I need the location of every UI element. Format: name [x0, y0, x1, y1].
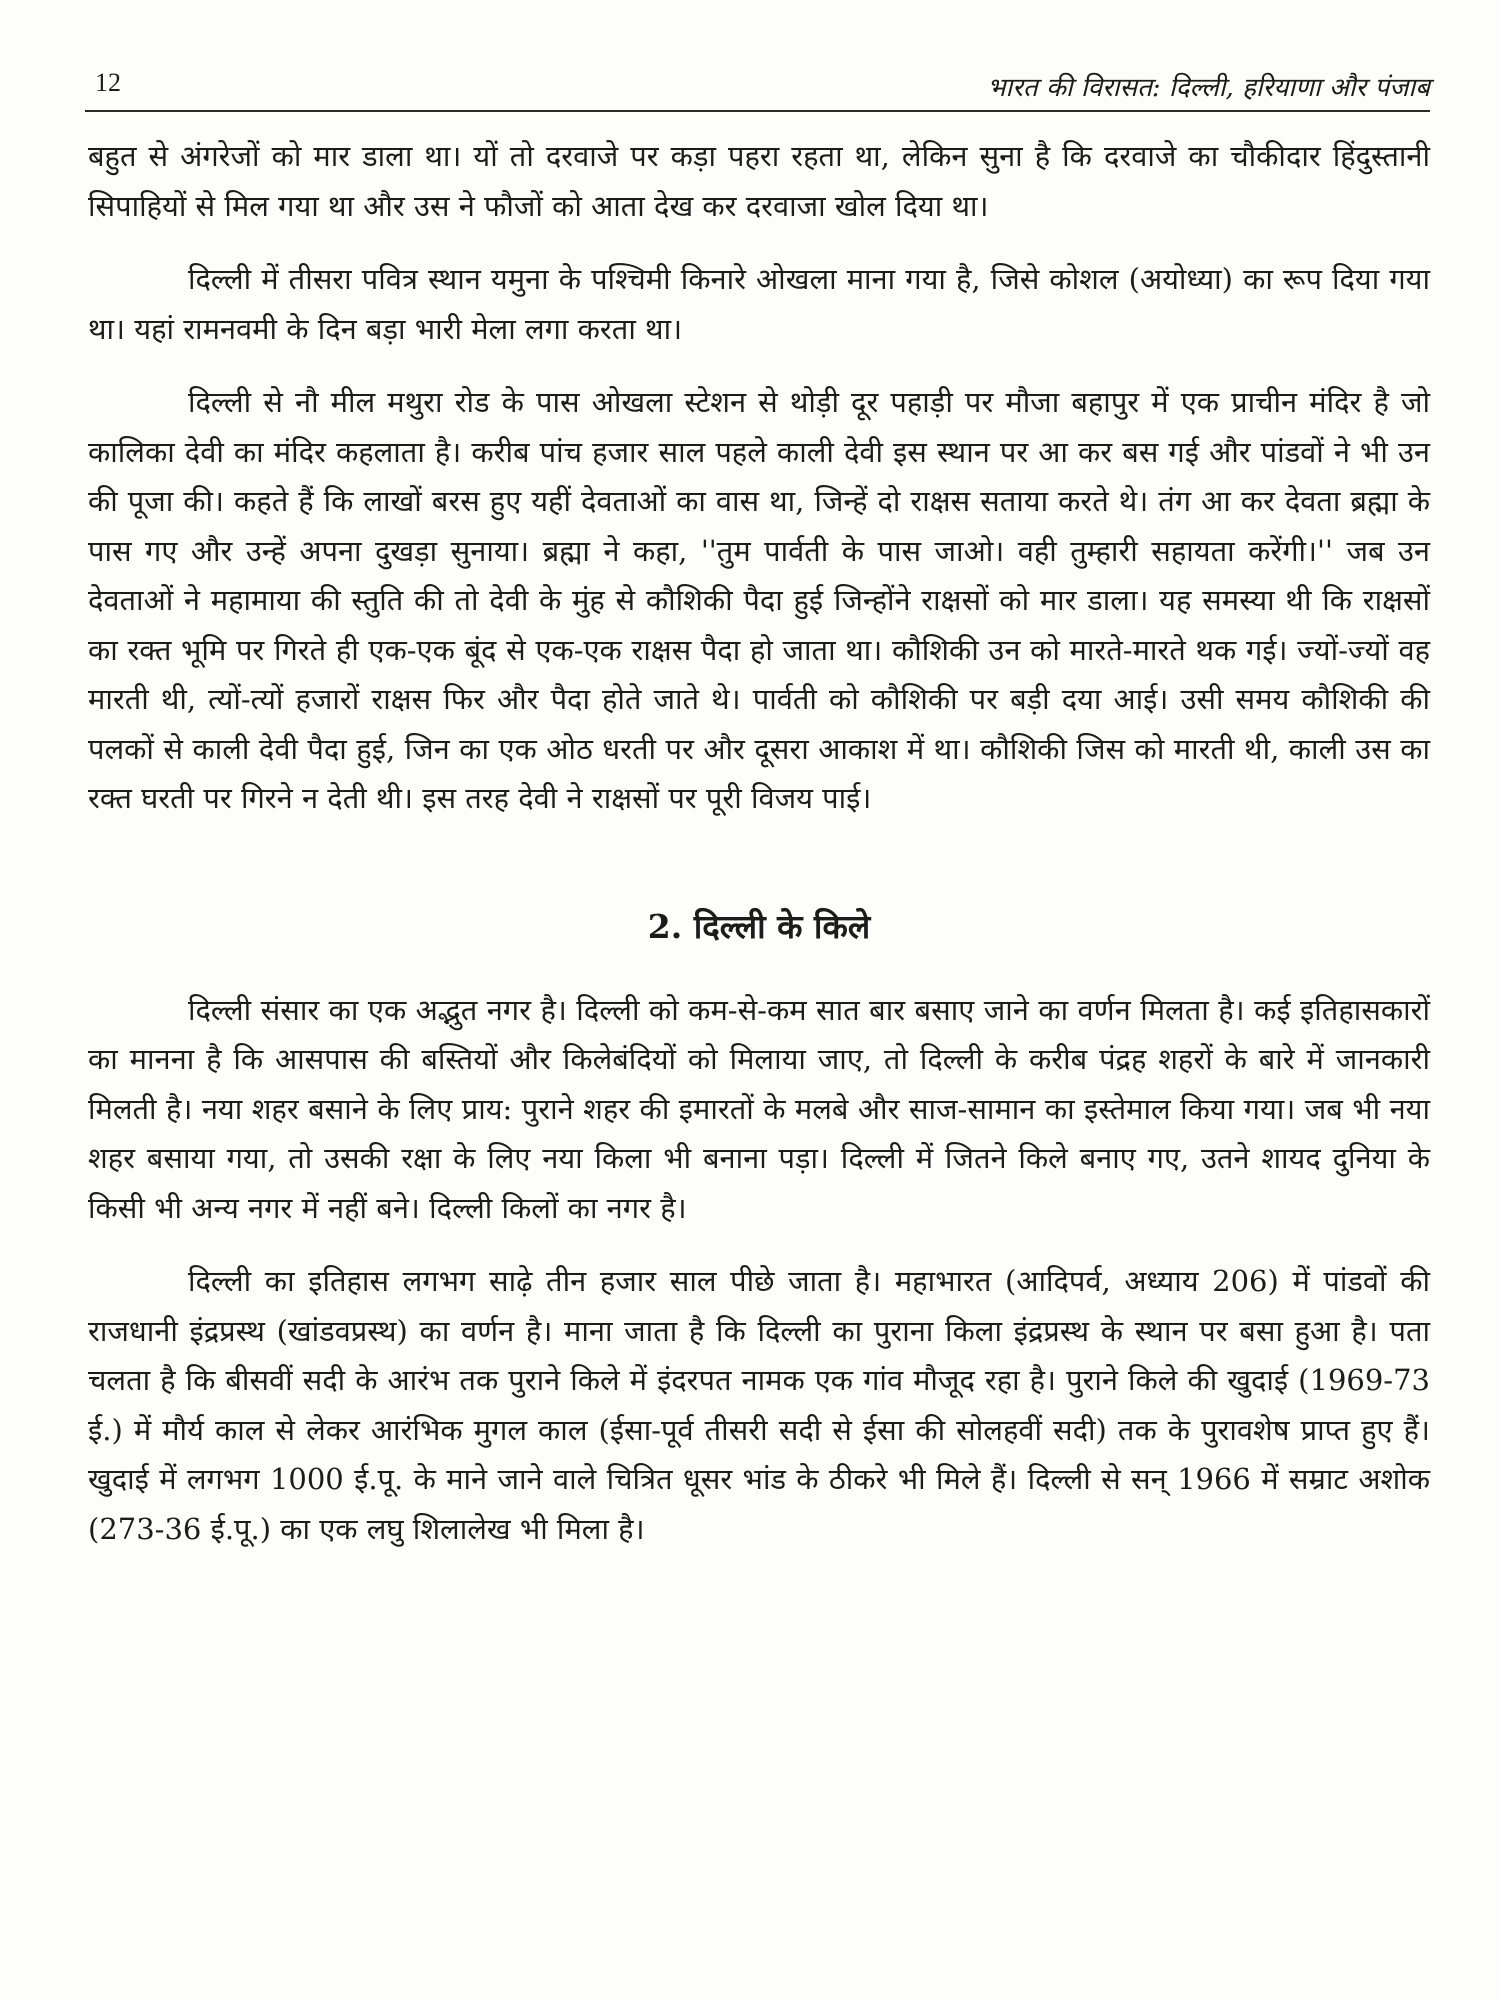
running-title: भारत की विरासत: दिल्ली, हरियाणा और पंजाब [987, 73, 1430, 103]
paragraph-continued: बहुत से अंगरेजों को मार डाला था। यों तो दरवाजे पर कड़ा पहरा रहता था, लेकिन सुना है कि दरवाजे का चौकीदार हिंदुस्तानी सिपाहियों से मिल गया था और उस ने फौजों को आता देख कर दरवाजा खोल दिया था। [88, 139, 1430, 223]
paragraph-kalika-temple: दिल्ली से नौ मील मथुरा रोड के पास ओखला स्टेशन से थोड़ी दूर पहाड़ी पर मौजा बहापुर में एक प्राचीन मंदिर है जो कालिका देवी का मंदिर कहलाता है। करीब पांच हजार साल पहले काली देवी इस स्थान पर आ कर बस गई और पांडवों ने भी उन की पूजा की। कहते हैं कि लाखों बरस हुए यहीं देवताओं का वास था, जिन्हें दो राक्षस सताया करते थे। तंग आ कर देवता ब्रह्मा के पास गए और उन्हें अपना दुखड़ा सुनाया। ब्रह्मा ने कहा, ''तुम पार्वती के पास जाओ। वही तुम्हारी सहायता करेंगी।'' जब उन देवताओं ने महामाया की स्तुति की तो देवी के मुंह से कौशिकी पैदा हुई जिन्होंने राक्षसों को मार डाला। यह समस्या थी कि राक्षसों का रक्त भूमि पर गिरते ही एक-एक बूंद से एक-एक राक्षस पैदा हो जाता था। कौशिकी उन को मारते-मारते थक गई। ज्यों-ज्यों वह मारती थी, त्यों-त्यों हजारों राक्षस फिर और पैदा होते जाते थे। पार्वती को कौशिकी पर बड़ी दया आई। उसी समय कौशिकी की पलकों से काली देवी पैदा हुई, जिन का एक ओठ धरती पर और दूसरा आकाश में था। कौशिकी जिस को मारती थी, काली उस का रक्त घरती पर गिरने न देती थी। इस तरह देवी ने राक्षसों पर पूरी विजय पाई। [88, 385, 1430, 815]
page-body [88, 132, 1430, 1554]
section-heading: 2. दिल्ली के किले [647, 906, 871, 946]
paragraph-okhla: दिल्ली में तीसरा पवित्र स्थान यमुना के पश्चिमी किनारे ओखला माना गया है, जिसे कोशल (अयोध्या) का रूप दिया गया था। यहां रामनवमी के दिन बड़ा भारी मेला लगा करता था। [88, 262, 1430, 346]
paragraph-delhi-history: दिल्ली का इतिहास लगभग साढ़े तीन हजार साल पीछे जाता है। महाभारत (आदिपर्व, अध्याय 206) में पांडवों की राजधानी इंद्रप्रस्थ (खांडवप्रस्थ) का वर्णन है। माना जाता है कि दिल्ली का पुराना किला इंद्रप्रस्थ के स्थान पर बसा हुआ है। पता चलता है कि बीसवीं सदी के आरंभ तक पुराने किले में इंदरपत नामक एक गांव मौजूद रहा है। पुराने किले की खुदाई (1969-73 ई.) में मौर्य काल से लेकर आरंभिक मुगल काल (ईसा-पूर्व तीसरी सदी से ईसा की सोलहवीं सदी) तक के पुरावशेष प्राप्त हुए हैं। खुदाई में लगभग 1000 ई.पू. के माने जाने वाले चित्रित धूसर भांड के ठीकरे भी मिले हैं। दिल्ली से सन् 1966 में सम्राट अशोक (273-36 ई.पू.) का एक लघु शिलालेख भी मिला है। [88, 1264, 1430, 1546]
page-number: 12 [95, 68, 121, 97]
paragraph-delhi-city: दिल्ली संसार का एक अद्भुत नगर है। दिल्ली को कम-से-कम सात बार बसाए जाने का वर्णन मिलता है। कई इतिहासकारों का मानना है कि आसपास की बस्तियों और किलेबंदियों को मिलाया जाए, तो दिल्ली के करीब पंद्रह शहरों के बारे में जानकारी मिलती है। नया शहर बसाने के लिए प्राय: पुराने शहर की इमारतों के मलबे और साज-सामान का इस्तेमाल किया गया। जब भी नया शहर बसाया गया, तो उसकी रक्षा के लिए नया किला भी बनाना पड़ा। दिल्ली में जितने किले बनाए गए, उतने शायद दुनिया के किसी भी अन्य नगर में नहीं बने। दिल्ली किलों का नगर है। [88, 992, 1430, 1225]
page-header [85, 62, 1430, 112]
